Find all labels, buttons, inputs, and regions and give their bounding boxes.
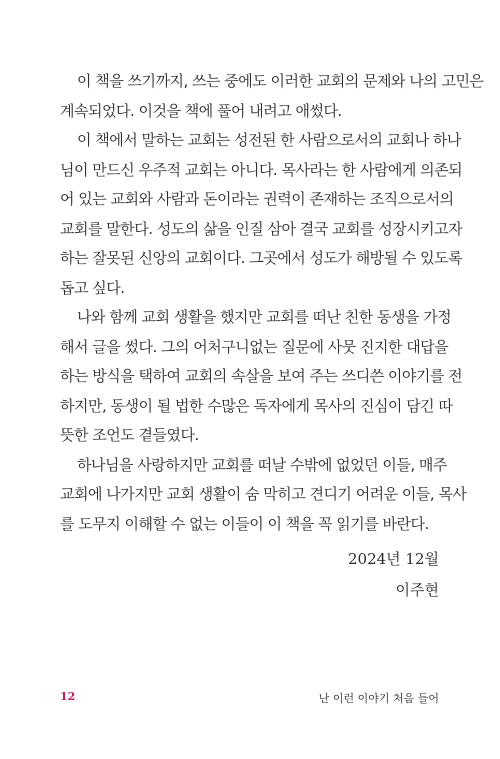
paragraph-2-line-5: 하는 잘못된 신앙의 교회이다. 그곳에서 성도가 해방될 수 있도록 [60, 249, 463, 267]
paragraph-4-line-1: 하나님을 사랑하지만 교회를 떠날 수밖에 없었던 이들, 매주 [77, 455, 447, 474]
paragraph-2-line-1: 이 책에서 말하는 교회는 성전된 한 사람으로서의 교회나 하나 [77, 131, 461, 149]
paragraph-2-line-3: 어 있는 교회와 사람과 돈이라는 권력이 존재하는 조직으로서의 [60, 190, 454, 208]
signature-date: 2024년 12월 [347, 550, 439, 568]
paragraph-1-line-2: 계속되었다. 이것을 책에 풀어 내려고 애썼다. [60, 101, 342, 120]
paragraph-3-line-4: 하지만, 동생이 될 법한 수많은 독자에게 목사의 진심이 담긴 따 [60, 396, 453, 415]
paragraph-3-line-1: 나와 함께 교회 생활을 했지만 교회를 떠난 친한 동생을 가정 [77, 308, 452, 326]
paragraph-4-line-2: 교회에 나가지만 교회 생활이 숨 막히고 견디기 어려운 이들, 목사 [60, 485, 467, 503]
body-text [60, 67, 484, 539]
paragraph-3-line-3: 하는 방식을 택하여 교회의 속살을 보여 주는 쓰디쓴 이야기를 전 [60, 367, 463, 385]
page-number: 12 [60, 690, 76, 703]
paragraph-3-line-5: 뜻한 조언도 곁들였다. [60, 426, 199, 444]
paragraph-2-line-2: 님이 만드신 우주적 교회는 아니다. 목사라는 한 사람에게 의존되 [60, 160, 463, 179]
paragraph-4-line-3: 를 도무지 이해할 수 없는 이들이 이 책을 꼭 읽기를 바란다. [60, 514, 429, 533]
paragraph-2-line-4: 교회를 말한다. 성도의 삶을 인질 삼아 결국 교회를 성장시키고자 [60, 219, 463, 238]
paragraph-1-line-1: 이 책을 쓰기까지, 쓰는 중에도 이러한 교회의 문제와 나의 고민은 [77, 72, 484, 90]
paragraph-3-line-2: 해서 글을 썼다. 그의 어처구니없는 질문에 사뭇 진지한 대답을 [60, 337, 449, 356]
signature-author: 이주현 [395, 581, 439, 599]
running-title: 난 이런 이야기 처음 들어 [318, 692, 439, 705]
paragraph-2-line-6: 돕고 싶다. [60, 278, 125, 297]
